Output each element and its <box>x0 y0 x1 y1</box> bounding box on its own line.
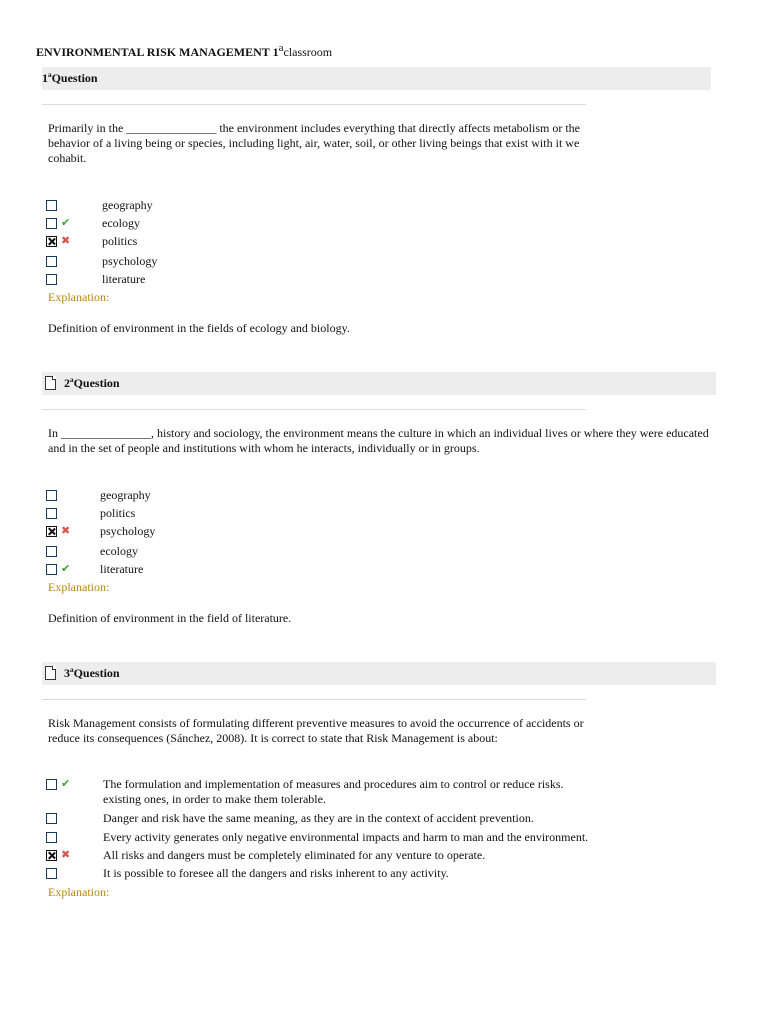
option-label: ecology <box>102 216 140 230</box>
correct-check-icon: ✔ <box>61 562 71 575</box>
question-2-explanation: Definition of environment in the field of literature. <box>48 611 292 625</box>
option-label: geography <box>100 488 151 502</box>
checked-checkbox[interactable] <box>46 850 57 861</box>
option-label: Every activity generates only negative environmental impacts and harm to man and the environment. <box>103 830 589 844</box>
option-label: psychology <box>100 524 156 538</box>
checkbox[interactable] <box>46 274 57 285</box>
question-3-divider <box>42 699 586 700</box>
wrong-x-icon: ✖ <box>61 524 71 537</box>
option-label: politics <box>100 506 136 520</box>
option-label: It is possible to foresee all the dangers and risks inherent to any activity. <box>103 866 449 880</box>
page-title <box>36 42 332 60</box>
option-label: politics <box>102 234 138 248</box>
checkbox[interactable] <box>46 813 57 824</box>
correct-check-icon: ✔ <box>61 777 71 790</box>
option-label: psychology <box>102 254 158 268</box>
question-3-label: 3ªQuestion <box>64 666 120 680</box>
option-label-continued: existing ones, in order to make them tolerable. <box>103 792 326 806</box>
correct-check-icon: ✔ <box>61 216 71 229</box>
option-label: ecology <box>100 544 138 558</box>
option-label: geography <box>102 198 153 212</box>
checkbox[interactable] <box>46 832 57 843</box>
question-1-explanation-label: Explanation: <box>48 290 110 304</box>
checkbox[interactable] <box>46 218 57 229</box>
document-icon <box>45 376 56 390</box>
question-1-explanation: Definition of environment in the fields of ecology and biology. <box>48 321 350 335</box>
checked-checkbox[interactable] <box>46 526 57 537</box>
document-icon <box>45 666 56 680</box>
question-1-header <box>42 67 711 90</box>
wrong-x-icon: ✖ <box>61 234 71 247</box>
checkbox[interactable] <box>46 490 57 501</box>
question-2-prompt: In _______________, history and sociology, the environment means the culture in which an individual lives or where they were educated and in the set of people and institutions with whom he interacts, individually or in groups. <box>48 426 709 455</box>
checkbox[interactable] <box>46 200 57 211</box>
option-label: literature <box>100 562 144 576</box>
page-title-sup: a <box>278 42 284 54</box>
option-label: The formulation and implementation of measures and procedures aim to control or reduce risks. <box>103 777 564 791</box>
page-title-main: ENVIRONMENTAL RISK MANAGEMENT 1 <box>36 45 279 59</box>
wrong-x-icon: ✖ <box>61 848 71 861</box>
checkbox[interactable] <box>46 779 57 790</box>
question-1-prompt: Primarily in the _______________ the environment includes everything that directly affects metabolism or the behavior of a living being or species, including light, air, water, soil, or other living beings that exist with it we cohabit. <box>48 121 580 165</box>
checkbox[interactable] <box>46 508 57 519</box>
checkbox[interactable] <box>46 546 57 557</box>
question-2-label: 2ªQuestion <box>64 376 120 390</box>
checkbox[interactable] <box>46 868 57 879</box>
checkbox[interactable] <box>46 564 57 575</box>
option-label: All risks and dangers must be completely eliminated for any venture to operate. <box>103 848 486 862</box>
option-label: Danger and risk have the same meaning, as they are in the context of accident prevention. <box>103 811 534 825</box>
question-3-explanation-label: Explanation: <box>48 885 110 899</box>
question-2-header <box>42 372 716 395</box>
question-1-label: 1ªQuestion <box>42 71 98 85</box>
question-2-divider <box>42 409 586 410</box>
question-1-divider <box>42 104 586 105</box>
question-3-prompt: Risk Management consists of formulating different preventive measures to avoid the occurrence of accidents or reduce its consequences (Sánchez, 2008). It is correct to state that Risk Management is about: <box>48 716 584 745</box>
question-3-header <box>42 662 716 685</box>
checked-checkbox[interactable] <box>46 236 57 247</box>
checkbox[interactable] <box>46 256 57 267</box>
option-label: literature <box>102 272 146 286</box>
page-title-suffix: classroom <box>283 45 333 59</box>
question-2-explanation-label: Explanation: <box>48 580 110 594</box>
